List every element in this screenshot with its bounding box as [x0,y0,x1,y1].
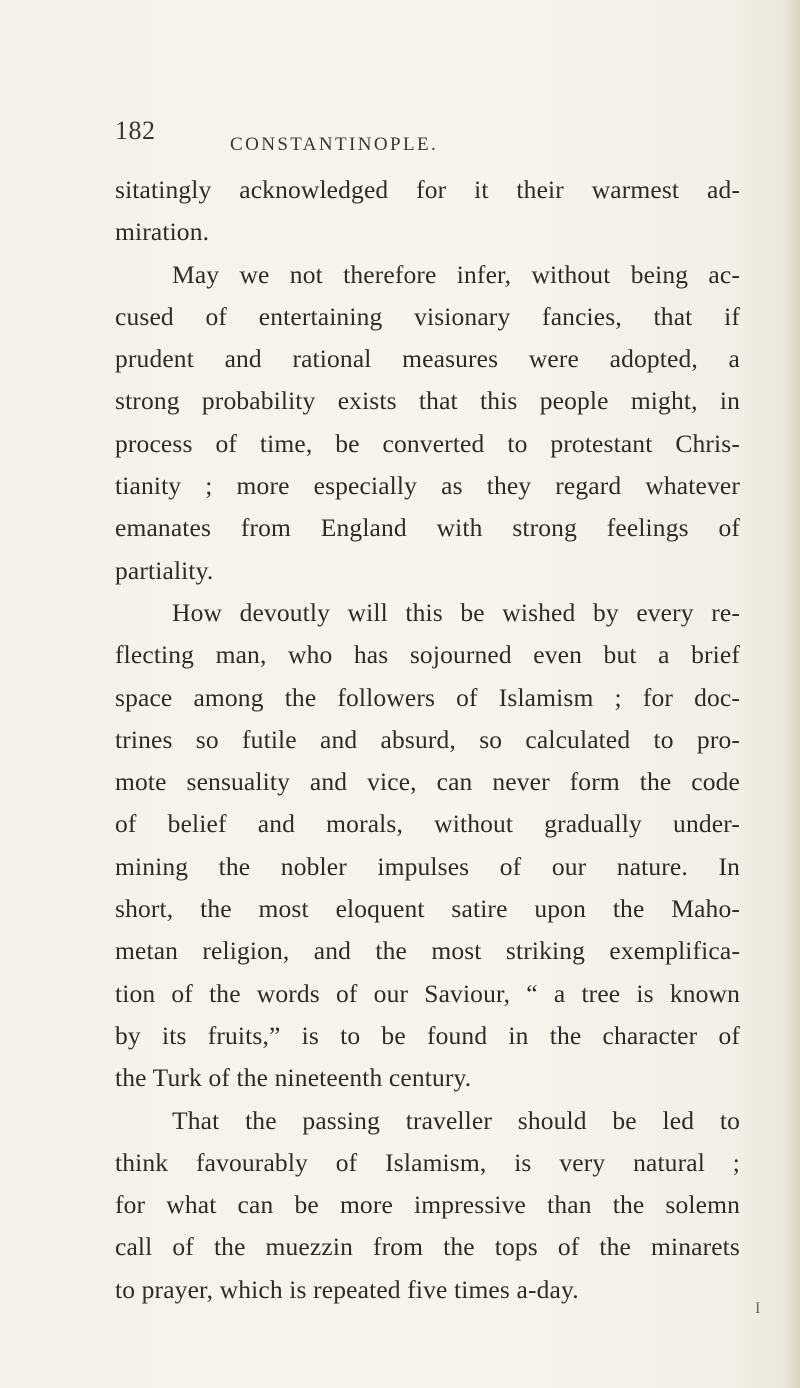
text-line: mote sensuality and vice, can never form the code [115,767,740,797]
page-number: 182 [115,116,156,145]
text-line: by its fruits,” is to be found in the character of [115,1020,740,1050]
text-line: tion of the words of our Saviour, “ a tree is known [115,978,740,1008]
text-line: How devoutly will this be wished by every re- [172,597,740,627]
text-line: mining the nobler impulses of our nature. In [115,851,740,881]
page-edge-shadow [786,0,800,1388]
text-line: the Turk of the nineteenth century. [115,1063,472,1093]
text-line: strong probability exists that this people might, in [115,386,740,416]
running-head: CONSTANTINOPLE. [230,134,439,155]
text-line: cused of entertaining visionary fancies, that if [115,301,740,331]
text-line: short, the most eloquent satire upon the Maho- [115,894,740,924]
text-line: miration. [115,217,210,247]
text-line: trines so futile and absurd, so calculated to pro- [115,724,740,754]
footer-mark: I [755,1300,761,1317]
text-line: flecting man, who has sojourned even but a brief [115,640,740,670]
page-header [0,112,800,155]
text-line: metan religion, and the most striking exemplifica- [115,936,740,966]
text-line: to prayer, which is repeated five times a-day. [115,1274,579,1304]
text-line: partiality. [115,555,214,585]
text-line: emanates from England with strong feelings of [115,513,740,543]
text-line: sitatingly acknowledged for it their warmest ad- [115,175,740,204]
text-line: tianity ; more especially as they regard whatever [115,471,740,501]
text-line: space among the followers of Islamism ; for doc- [115,682,740,712]
text-line: prudent and rational measures were adopted, a [115,344,740,374]
text-line: call of the muezzin from the tops of the minarets [115,1232,740,1262]
text-line: That the passing traveller should be led to [172,1105,740,1135]
text-line: of belief and morals, without gradually under- [115,809,740,839]
text-line: think favourably of Islamism, is very natural ; [115,1147,740,1177]
body-text [115,169,740,1311]
text-line: for what can be more impressive than the solemn [115,1190,740,1220]
text-line: process of time, be converted to protestant Chris- [115,428,740,458]
text-line: May we not therefore infer, without being ac- [172,259,740,289]
